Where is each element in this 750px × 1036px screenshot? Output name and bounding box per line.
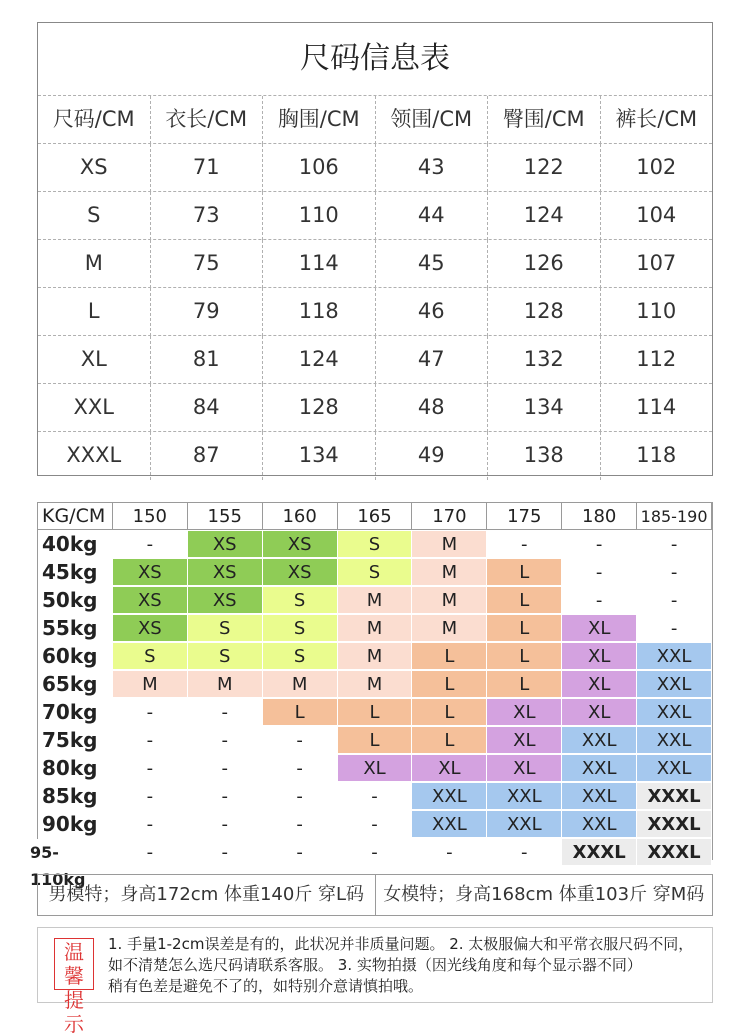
size-recommendation-cell: M — [188, 671, 263, 698]
size-recommendation-cell: - — [188, 755, 263, 782]
height-header-cell: 175 — [487, 503, 562, 530]
tips-badge: 温馨提示 — [54, 938, 94, 990]
size-table-cell: 134 — [262, 432, 375, 480]
size-recommendation-cell: - — [338, 839, 413, 866]
size-recommendation-cell: XS — [113, 587, 188, 614]
size-recommendation-cell: - — [263, 839, 338, 866]
weight-chart-row — [38, 559, 712, 587]
size-recommendation-cell: M — [338, 587, 413, 614]
size-recommendation-cell: - — [637, 587, 712, 614]
height-header-cell: 150 — [113, 503, 188, 530]
size-recommendation-cell: - — [637, 531, 712, 558]
size-recommendation-cell: M — [412, 531, 487, 558]
height-header-cell: 170 — [412, 503, 487, 530]
size-recommendation-cell: XS — [188, 559, 263, 586]
size-recommendation-cell: XS — [188, 587, 263, 614]
size-table-cell: 138 — [487, 432, 600, 480]
size-table-cell: 114 — [600, 384, 713, 432]
weight-label: 75kg — [38, 727, 113, 754]
weight-label: 60kg — [38, 643, 113, 670]
size-table-header-cell: 胸围/CM — [262, 96, 375, 144]
size-recommendation-cell: XL — [412, 755, 487, 782]
size-recommendation-cell: - — [487, 531, 562, 558]
size-recommendation-cell: S — [263, 615, 338, 642]
size-recommendation-cell: - — [188, 727, 263, 754]
size-table-cell: 46 — [375, 288, 488, 336]
size-recommendation-cell: XL — [487, 699, 562, 726]
size-table-cell: 128 — [262, 384, 375, 432]
weight-chart-row — [38, 699, 712, 727]
size-recommendation-cell: XL — [338, 755, 413, 782]
size-recommendation-cell: XS — [113, 559, 188, 586]
tips-text — [108, 934, 728, 997]
size-table-cell: 118 — [262, 288, 375, 336]
size-table-row — [38, 239, 712, 288]
size-table-cell: 71 — [150, 144, 263, 192]
size-table-header-cell: 领围/CM — [375, 96, 488, 144]
size-table-header-cell: 臀围/CM — [487, 96, 600, 144]
size-recommendation-cell: XS — [263, 531, 338, 558]
weight-chart-row — [38, 783, 712, 811]
height-header-cell: 160 — [263, 503, 338, 530]
weight-label: 90kg — [38, 811, 113, 838]
size-table-cell: 118 — [600, 432, 713, 480]
size-table-cell: 102 — [600, 144, 713, 192]
size-table-cell: 79 — [150, 288, 263, 336]
size-recommendation-cell: XXL — [562, 727, 637, 754]
model-info — [37, 874, 713, 916]
size-recommendation-cell: - — [263, 755, 338, 782]
size-recommendation-cell: - — [188, 839, 263, 866]
weight-label: 85kg — [38, 783, 113, 810]
size-recommendation-cell: - — [263, 727, 338, 754]
size-recommendation-cell: XL — [562, 643, 637, 670]
size-table-row — [38, 143, 712, 192]
size-recommendation-cell: L — [487, 643, 562, 670]
size-recommendation-cell: XL — [487, 727, 562, 754]
size-recommendation-cell: XXL — [637, 643, 712, 670]
size-recommendation-cell: XXXL — [637, 783, 712, 810]
size-table-cell: 114 — [262, 240, 375, 288]
size-table-header-row — [38, 95, 712, 144]
size-info-table — [37, 22, 713, 476]
size-recommendation-cell: - — [562, 559, 637, 586]
size-recommendation-cell: L — [412, 671, 487, 698]
size-recommendation-cell: - — [487, 839, 562, 866]
size-recommendation-cell: XXL — [562, 783, 637, 810]
male-model-info: 男模特；身高172cm 体重140斤 穿L码 — [48, 884, 365, 905]
size-recommendation-cell: XS — [263, 559, 338, 586]
size-recommendation-cell: L — [487, 587, 562, 614]
size-recommendation-cell: XL — [562, 699, 637, 726]
size-recommendation-cell: - — [113, 811, 188, 838]
height-header-cell: 155 — [188, 503, 263, 530]
size-recommendation-cell: XXL — [637, 727, 712, 754]
size-recommendation-cell: XXXL — [637, 811, 712, 838]
size-table-header-cell: 尺码/CM — [52, 107, 135, 131]
size-recommendation-cell: M — [338, 643, 413, 670]
size-table-cell: 134 — [487, 384, 600, 432]
size-table-cell: L — [87, 299, 100, 323]
height-header-cell: 185-190 — [637, 503, 712, 530]
size-recommendation-cell: - — [188, 699, 263, 726]
weight-chart-header-row — [38, 503, 712, 531]
size-table-cell: 75 — [150, 240, 263, 288]
size-table-cell: XL — [80, 347, 107, 371]
size-recommendation-cell: XXL — [487, 783, 562, 810]
weight-chart-row — [38, 643, 712, 671]
size-recommendation-cell: S — [338, 531, 413, 558]
size-table-title: 尺码信息表 — [300, 41, 450, 76]
size-recommendation-cell: - — [113, 699, 188, 726]
size-table-cell: XXL — [73, 395, 114, 419]
weight-label: 50kg — [38, 587, 113, 614]
weight-chart-corner-label: KG/CM — [38, 503, 113, 530]
size-table-cell: 110 — [600, 288, 713, 336]
weight-chart-row — [38, 531, 712, 559]
tips-box — [37, 927, 713, 1036]
weight-chart-row — [38, 671, 712, 699]
size-recommendation-cell: XXL — [562, 811, 637, 838]
weight-label: 65kg — [38, 671, 113, 698]
size-recommendation-cell: M — [263, 671, 338, 698]
size-recommendation-cell: L — [487, 559, 562, 586]
size-recommendation-cell: - — [412, 839, 487, 866]
size-recommendation-cell: L — [412, 727, 487, 754]
size-recommendation-cell: - — [113, 755, 188, 782]
size-recommendation-cell: S — [263, 643, 338, 670]
size-table-cell: 48 — [375, 384, 488, 432]
size-recommendation-cell: - — [338, 811, 413, 838]
weight-chart-row — [38, 587, 712, 615]
size-recommendation-cell: S — [113, 643, 188, 670]
size-recommendation-cell: - — [113, 783, 188, 810]
size-recommendation-cell: M — [113, 671, 188, 698]
size-table-header-cell: 衣长/CM — [150, 96, 263, 144]
size-recommendation-cell: S — [338, 559, 413, 586]
size-recommendation-cell: L — [263, 699, 338, 726]
size-recommendation-cell: - — [263, 811, 338, 838]
size-table-cell: 49 — [375, 432, 488, 480]
size-table-cell: 124 — [262, 336, 375, 384]
size-recommendation-cell: - — [637, 559, 712, 586]
weight-chart-row — [30, 839, 712, 889]
size-recommendation-cell: XS — [188, 531, 263, 558]
size-table-cell: 45 — [375, 240, 488, 288]
weight-chart-row — [38, 755, 712, 783]
size-recommendation-cell: XL — [562, 671, 637, 698]
size-table-cell: XS — [79, 155, 108, 179]
size-recommendation-cell: M — [412, 587, 487, 614]
size-recommendation-cell: - — [263, 783, 338, 810]
size-recommendation-cell: - — [562, 587, 637, 614]
size-recommendation-cell: XS — [113, 615, 188, 642]
weight-chart-row — [38, 615, 712, 643]
size-recommendation-cell: L — [412, 699, 487, 726]
size-recommendation-cell: - — [113, 727, 188, 754]
size-table-cell: 87 — [150, 432, 263, 480]
size-table-cell: 107 — [600, 240, 713, 288]
size-recommendation-cell: XXL — [412, 811, 487, 838]
size-table-cell: 84 — [150, 384, 263, 432]
weight-height-size-chart — [30, 502, 713, 889]
size-recommendation-cell: M — [338, 671, 413, 698]
size-table-cell: 132 — [487, 336, 600, 384]
tips-line-2: 如不清楚怎么选尺码请联系客服。 3. 实物拍摄（因光线角度和每个显示器不同） — [108, 956, 642, 974]
size-recommendation-cell: - — [188, 783, 263, 810]
tips-line-1: 1. 手量1-2cm误差是有的，此状况并非质量问题。 2. 太极服偏大和平常衣服尺码不同， — [108, 935, 694, 953]
size-recommendation-cell: L — [412, 643, 487, 670]
size-table-cell: 112 — [600, 336, 713, 384]
size-recommendation-cell: - — [188, 811, 263, 838]
size-table-cell: 122 — [487, 144, 600, 192]
size-table-cell: XXXL — [66, 443, 122, 467]
height-header-cell: 180 — [562, 503, 637, 530]
size-recommendation-cell: - — [562, 531, 637, 558]
size-recommendation-cell: M — [412, 559, 487, 586]
size-recommendation-cell: L — [487, 615, 562, 642]
size-table-row — [38, 335, 712, 384]
weight-chart-row — [38, 811, 712, 839]
size-recommendation-cell: M — [338, 615, 413, 642]
weight-label: 95-110kg — [26, 839, 113, 866]
size-table-cell: 81 — [150, 336, 263, 384]
size-table-cell: 44 — [375, 192, 488, 240]
size-recommendation-cell: XXL — [637, 699, 712, 726]
size-recommendation-cell: XXL — [637, 755, 712, 782]
weight-label: 45kg — [38, 559, 113, 586]
size-recommendation-cell: S — [188, 643, 263, 670]
size-table-row — [38, 191, 712, 240]
size-recommendation-cell: L — [487, 671, 562, 698]
weight-label: 40kg — [38, 531, 113, 558]
size-table-cell: M — [84, 251, 103, 275]
size-recommendation-cell: XXXL — [562, 839, 637, 866]
size-recommendation-cell: XXL — [562, 755, 637, 782]
size-recommendation-cell: XXL — [637, 671, 712, 698]
weight-label: 70kg — [38, 699, 113, 726]
size-recommendation-cell: M — [412, 615, 487, 642]
size-table-cell: 47 — [375, 336, 488, 384]
size-table-cell: 126 — [487, 240, 600, 288]
size-table-header-cell: 裤长/CM — [600, 96, 713, 144]
size-table-cell: 104 — [600, 192, 713, 240]
height-header-cell: 165 — [338, 503, 413, 530]
size-table-row — [38, 383, 712, 432]
size-recommendation-cell: XL — [487, 755, 562, 782]
size-recommendation-cell: L — [338, 727, 413, 754]
size-table-cell: S — [87, 203, 101, 227]
female-model-info: 女模特；身高168cm 体重103斤 穿M码 — [375, 875, 713, 915]
weight-chart-row — [38, 727, 712, 755]
size-recommendation-cell: S — [263, 587, 338, 614]
size-recommendation-cell: XXL — [487, 811, 562, 838]
size-table-cell: 110 — [262, 192, 375, 240]
weight-label: 80kg — [38, 755, 113, 782]
size-recommendation-cell: XXL — [412, 783, 487, 810]
weight-label: 55kg — [38, 615, 113, 642]
size-table-cell: 73 — [150, 192, 263, 240]
size-recommendation-cell: - — [113, 531, 188, 558]
size-recommendation-cell: - — [113, 839, 188, 866]
size-table-cell: 124 — [487, 192, 600, 240]
size-recommendation-cell: L — [338, 699, 413, 726]
size-recommendation-cell: XXXL — [637, 839, 712, 866]
size-recommendation-cell: XL — [562, 615, 637, 642]
size-table-cell: 43 — [375, 144, 488, 192]
size-table-row — [38, 287, 712, 336]
size-recommendation-cell: - — [338, 783, 413, 810]
size-table-row — [38, 431, 712, 480]
size-recommendation-cell: S — [188, 615, 263, 642]
tips-line-3: 稍有色差是避免不了的，如特别介意请慎拍哦。 — [108, 977, 424, 995]
size-table-cell: 128 — [487, 288, 600, 336]
size-table-cell: 106 — [262, 144, 375, 192]
size-recommendation-cell: - — [637, 615, 712, 642]
